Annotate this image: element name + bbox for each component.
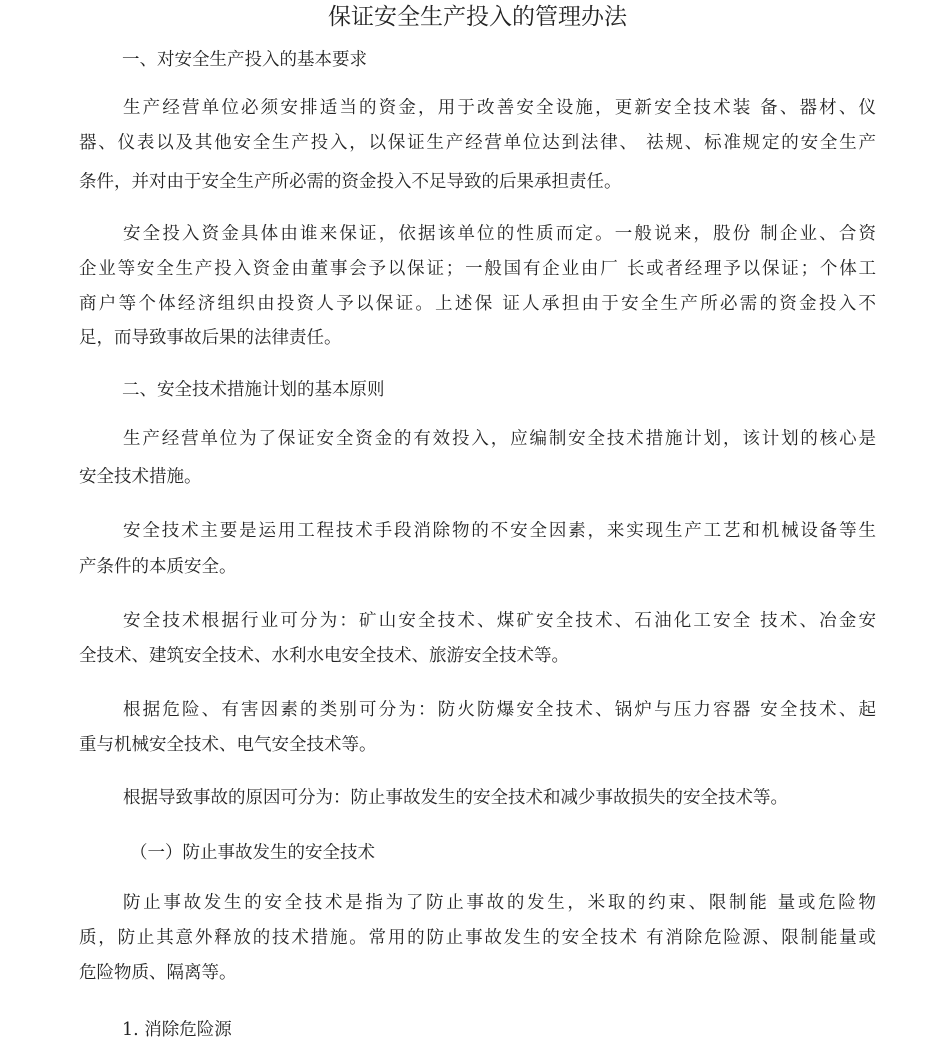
paragraph-line: 安全投入资金具体由谁来保证，依据该单位的性质而定。一般说来，股份 制企业、合资 bbox=[123, 224, 876, 244]
paragraph-line: 安全技术根据行业可分为：矿山安全技术、煤矿安全技术、石油化工安全 技术、冶金安 bbox=[123, 611, 876, 631]
subsection-heading-1: （一）防止事故发生的安全技术 bbox=[130, 843, 375, 863]
paragraph-line: 防止事故发生的安全技术是指为了防止事故的发生，米取的约束、限制能 量或危险物 bbox=[123, 893, 876, 913]
paragraph-line: 商户等个体经济组织由投资人予以保证。上述保 证人承担由于安全生产所必需的资金投入不 bbox=[79, 294, 876, 314]
paragraph-line: 全技术、建筑安全技术、水利水电安全技术、旅游安全技术等。 bbox=[79, 646, 569, 666]
paragraph-line: 产条件的本质安全。 bbox=[79, 557, 237, 577]
paragraph-line: 生产经营单位必须安排适当的资金，用于改善安全设施，更新安全技术装 备、器材、仪 bbox=[123, 98, 876, 118]
paragraph-line: 器、仪表以及其他安全生产投入，以保证生产经营单位达到法律、 祛规、标准规定的安全生产 bbox=[79, 133, 876, 153]
paragraph-line: 根据导致事故的原因可分为：防止事故发生的安全技术和减少事故损失的安全技术等。 bbox=[123, 788, 788, 808]
list-item-heading-1: 1. 消除危险源 bbox=[122, 1020, 232, 1040]
paragraph-line: 企业等安全生产投入资金由董事会予以保证；一般国有企业由厂 长或者经理予以保证；个体工 bbox=[79, 259, 876, 279]
paragraph-line: 质，防止其意外释放的技术措施。常用的防止事故发生的安全技术 有消除危险源、限制能量或 bbox=[79, 928, 876, 948]
section-heading-1: 一、对安全生产投入的基本要求 bbox=[122, 50, 367, 70]
paragraph-line: 生产经营单位为了保证安全资金的有效投入，应编制安全技术措施计划，该计划的核心是 bbox=[123, 429, 876, 449]
paragraph-line: 安全技术措施。 bbox=[79, 467, 202, 487]
paragraph-line: 危险物质、隔离等。 bbox=[79, 963, 237, 983]
paragraph-line: 重与机械安全技术、电气安全技术等。 bbox=[79, 735, 377, 755]
paragraph-line: 安全技术主要是运用工程技术手段消除物的不安全因素，来实现生产工艺和机械设备等生 bbox=[123, 521, 876, 541]
section-heading-2: 二、安全技术措施计划的基本原则 bbox=[122, 380, 385, 400]
paragraph-line: 条件，并对由于安全生产所必需的资金投入不足导致的后果承担责任。 bbox=[79, 172, 622, 192]
document-title: 保证安全生产投入的管理办法 bbox=[328, 4, 627, 30]
paragraph-line: 根据危险、有害因素的类别可分为：防火防爆安全技术、锅炉与压力容器 安全技术、起 bbox=[123, 700, 876, 720]
paragraph-line: 足，而导致事故后果的法律责任。 bbox=[79, 328, 342, 348]
